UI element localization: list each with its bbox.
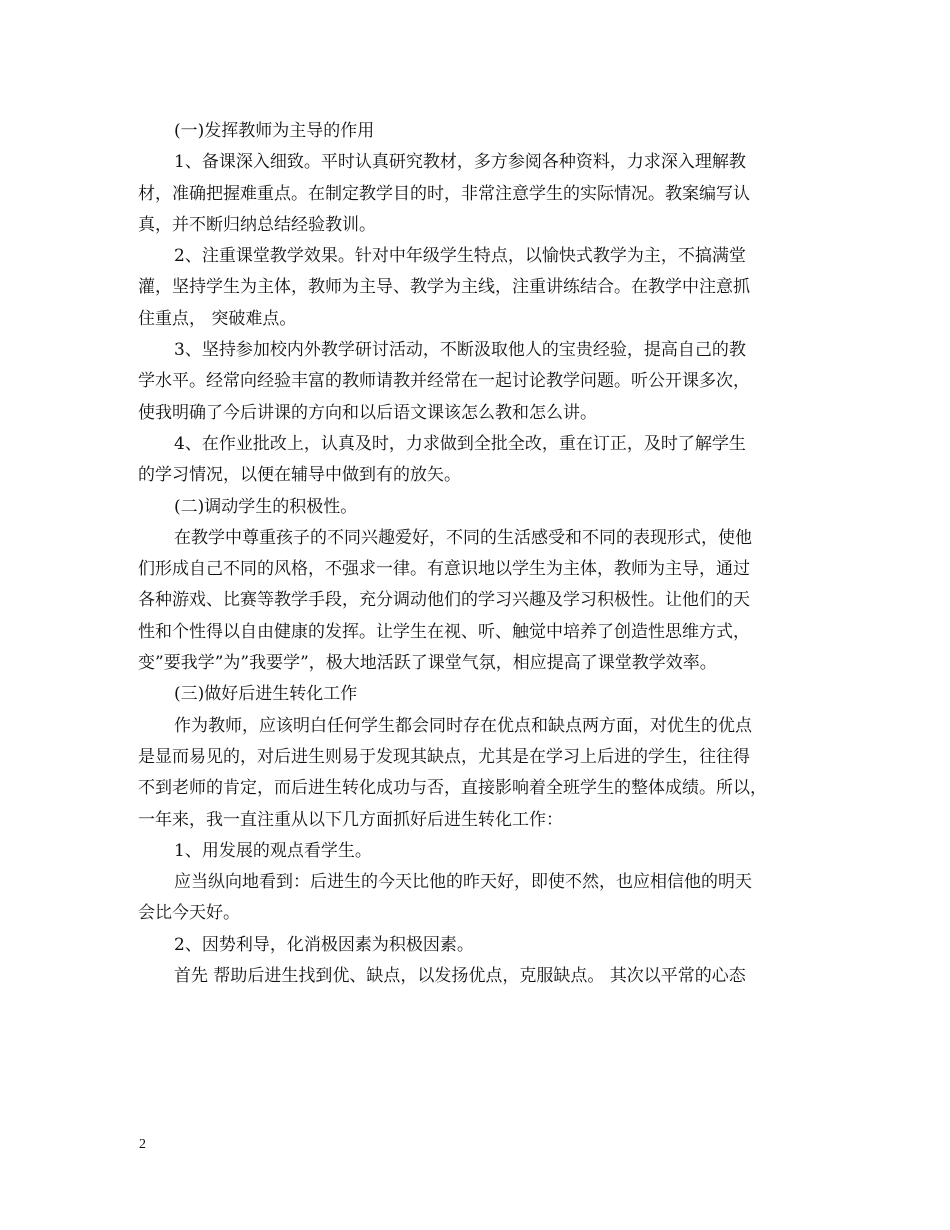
paragraph-line: 首先 帮助后进生找到优、缺点，以发扬优点，克服缺点。 其次以平常的心态 <box>174 966 746 987</box>
paragraph-line: 使我明确了今后讲课的方向和以后语文课该怎么教和怎么讲。 <box>138 402 597 423</box>
paragraph-line: 们形成自己不同的风格，不强求一律。有意识地以学生为主体，教师为主导，通过 <box>138 559 750 580</box>
paragraph-line: 一年来，我一直注重从以下几方面抓好后进生转化工作： <box>138 809 563 830</box>
paragraph-line: 学水平。经常向经验丰富的教师请教并经常在一起讨论教学问题。听公开课多次， <box>138 371 750 392</box>
document-body <box>138 116 828 992</box>
paragraph-line: 住重点， 突破难点。 <box>138 308 297 329</box>
paragraph-line: 不到老师的肯定，而后进生转化成功与否，直接影响着全班学生的整体成绩。所以， <box>138 778 767 799</box>
section-heading: (一)发挥教师为主导的作用 <box>174 121 375 141</box>
paragraph-line: 作为教师，应该明白任何学生都会同时存在优点和缺点两方面，对优生的优点 <box>174 715 752 736</box>
paragraph-line: 材，准确把握难重点。在制定教学目的时，非常注意学生的实际情况。教案编写认 <box>138 183 750 204</box>
section-heading: (三)做好后进生转化工作 <box>174 684 358 705</box>
paragraph-line: 各种游戏、比赛等教学手段，充分调动他们的学习兴趣及学习积极性。让他们的天 <box>138 590 750 611</box>
paragraph-line: 应当纵向地看到：后进生的今天比他的昨天好，即使不然，也应相信他的明天 <box>174 872 752 893</box>
paragraph-line: 性和个性得以自由健康的发挥。让学生在视、听、触觉中培养了创造性思维方式， <box>138 621 750 642</box>
paragraph-line: 2、注重课堂教学效果。针对中年级学生特点，以愉快式教学为主，不搞满堂 <box>174 246 746 267</box>
page-number: 2 <box>139 1137 146 1152</box>
paragraph-line: 1、备课深入细致。平时认真研究教材，多方参阅各种资料，力求深入理解教 <box>174 152 746 173</box>
paragraph-line: 在教学中尊重孩子的不同兴趣爱好，不同的生活感受和不同的表现形式，使他 <box>174 527 752 548</box>
paragraph-line: 是显而易见的，对后进生则易于发现其缺点，尤其是在学习上后进的学生，往往得 <box>138 746 750 767</box>
section-heading: (二)调动学生的积极性。 <box>174 496 358 517</box>
paragraph-line: 真，并不断归纳总结经验教训。 <box>138 214 376 235</box>
paragraph-line: 灌，坚持学生为主体，教师为主导、教学为主线，注重讲练结合。在教学中注意抓 <box>138 277 750 298</box>
paragraph-line: 4、在作业批改上，认真及时，力求做到全批全改，重在订正，及时了解学生 <box>174 433 746 454</box>
paragraph-line: 会比今天好。 <box>138 903 240 924</box>
paragraph-line: 3、坚持参加校内外教学研讨活动，不断汲取他人的宝贵经验，提高自己的教 <box>174 340 746 361</box>
paragraph-line: 的学习情况，以便在辅导中做到有的放矢。 <box>138 465 461 486</box>
paragraph-line: 2、因势利导，化消极因素为积极因素。 <box>174 934 474 955</box>
paragraph-line: 变”要我学”为”我要学”，极大地活跃了课堂气氛，相应提高了课堂教学效率。 <box>138 653 717 674</box>
paragraph-line: 1、用发展的观点看学生。 <box>174 840 372 861</box>
